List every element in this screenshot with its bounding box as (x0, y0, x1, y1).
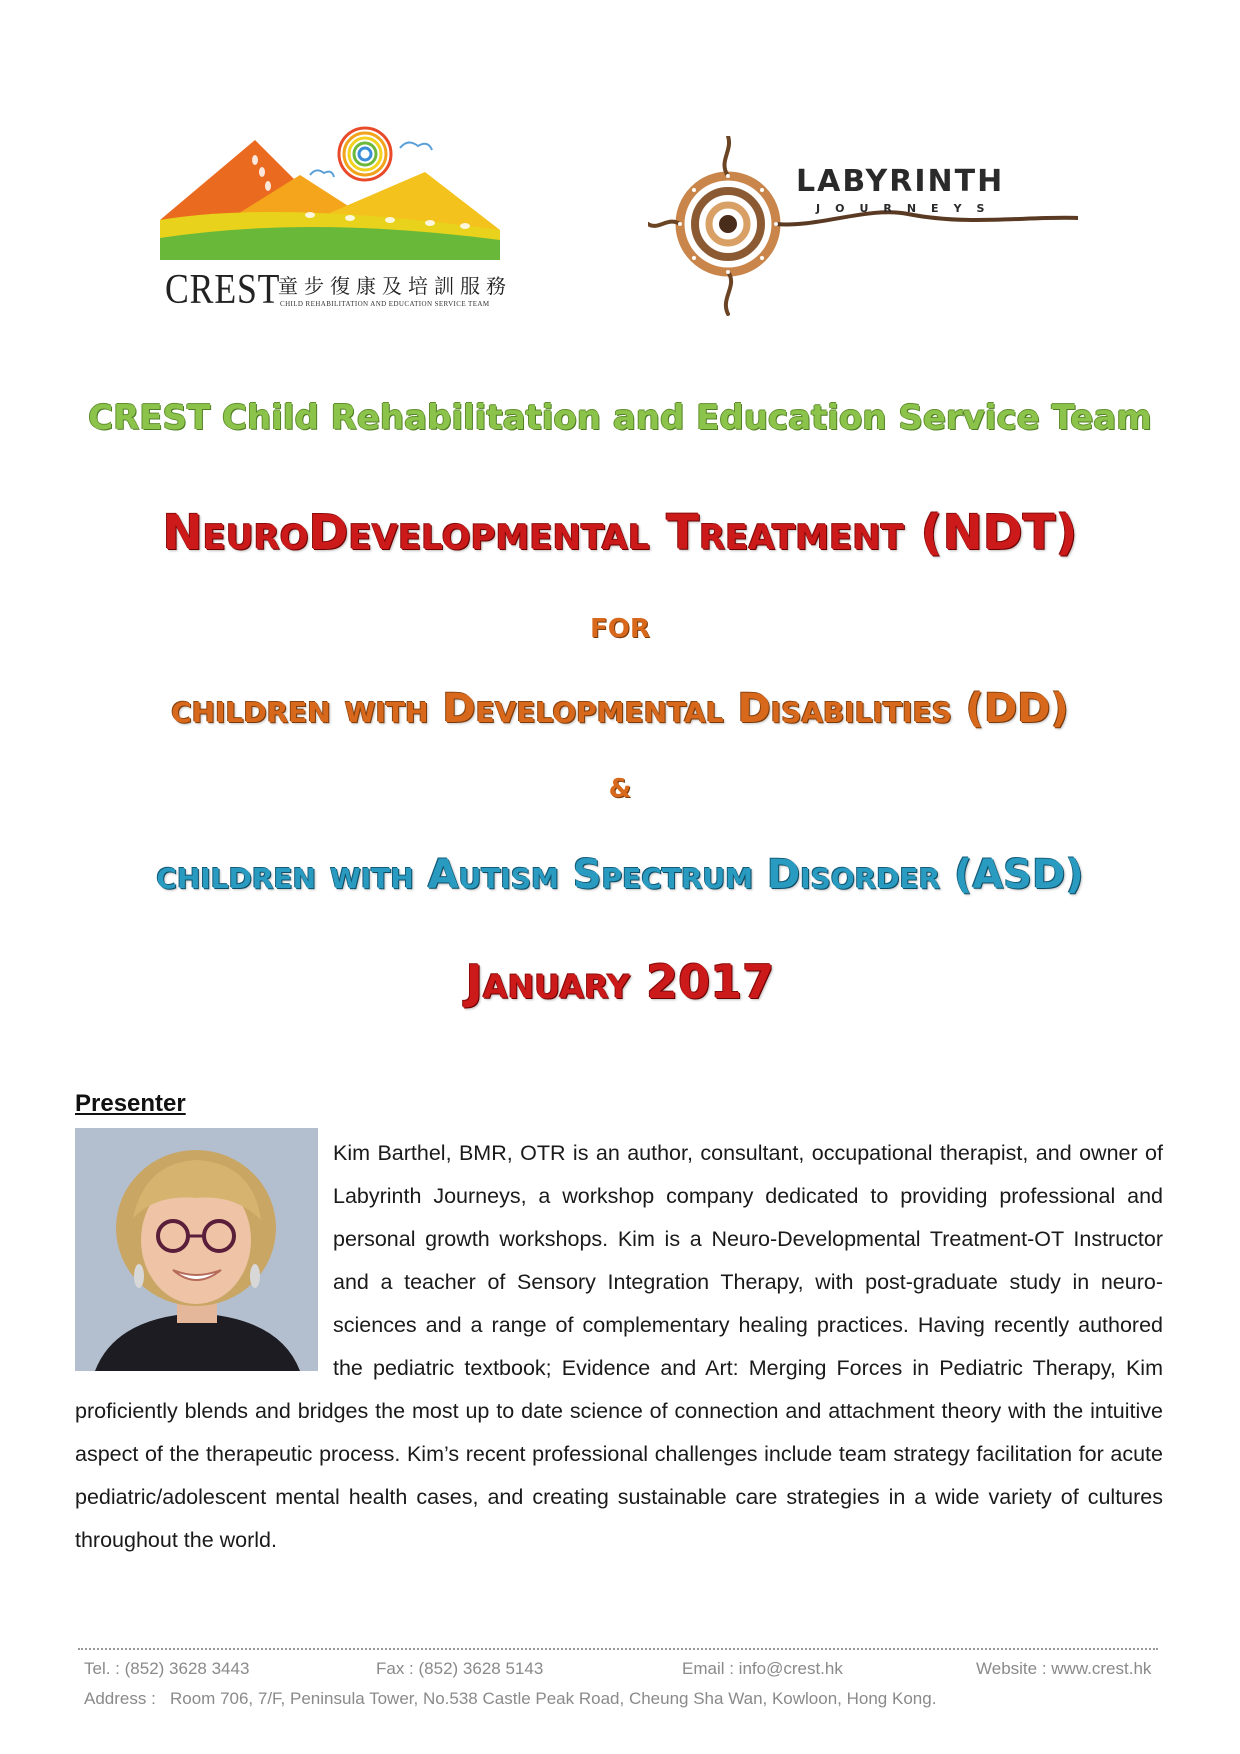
organization-title: CREST Child Rehabilitation and Education Service Team (88, 398, 1152, 438)
course-title: NeuroDevelopmental Treatment (NDT) (162, 505, 1078, 561)
footer-website[interactable]: Website : www.crest.hk (976, 1659, 1152, 1678)
audience-dd-title: children with Developmental Disabilities (DD) (171, 686, 1069, 732)
presenter-heading: Presenter (75, 1090, 186, 1117)
presenter-bio (75, 1132, 1163, 1562)
footer-divider (78, 1648, 1158, 1650)
footer-address (84, 1689, 936, 1709)
footer-address-label: Address : (84, 1689, 156, 1708)
audience-asd-title: children with Autism Spectrum Disorder (ASD) (156, 852, 1084, 898)
footer-fax: Fax : (852) 3628 5143 (376, 1659, 544, 1678)
for-label: FOR (590, 614, 650, 644)
crest-logo (160, 120, 515, 315)
presenter-bio-text: Kim Barthel, BMR, OTR is an author, consultant, occupational therapist, and owner of Labyrinth Journeys, a workshop company dedicated to providing professional and personal growth workshops. Kim is a Neuro-Developmental Treatment-OT Instructor and a teacher of Sensory Integration Therapy, with post-graduate study in neuro-sciences and a range of complementary healing practices. Having recently authored the pediatric textbook; Evidence and Art: Merging Forces in Pediatric Therapy, Kim proficiently blends and bridges the most up to date science of connection and attachment theory with the intuitive aspect of the therapeutic process. Kim’s recent professional challenges include team strategy facilitation for acute pediatric/adolescent mental health cases, and creating sustainable care strategies in a wide variety of cultures throughout the world. (75, 1141, 1163, 1552)
course-date: January 2017 (465, 955, 775, 1009)
crest-logo-chinese: 童步復康及培訓服務 (278, 274, 512, 298)
labyrinth-logo-subtitle: JOURNEYS (816, 202, 1000, 215)
footer-address-text: Room 706, 7/F, Peninsula Tower, No.538 Castle Peak Road, Cheung Sha Wan, Kowloon, Hong Kong. (170, 1689, 937, 1708)
footer-email[interactable]: Email : info@crest.hk (682, 1659, 843, 1678)
crest-logo-english: CHILD REHABILITATION AND EDUCATION SERVICE TEAM (280, 300, 490, 308)
labyrinth-logo-title: LABYRINTH (796, 164, 1005, 199)
labyrinth-logo (648, 136, 1078, 316)
footer-telephone: Tel. : (852) 3628 3443 (84, 1659, 250, 1678)
labyrinth-spiral-graphic (648, 136, 1078, 316)
crest-logo-word: CREST (165, 267, 281, 313)
crest-mountains-graphic (160, 120, 515, 270)
photo-wrap-spacer (75, 1132, 333, 1390)
ampersand-label: & (608, 774, 632, 804)
